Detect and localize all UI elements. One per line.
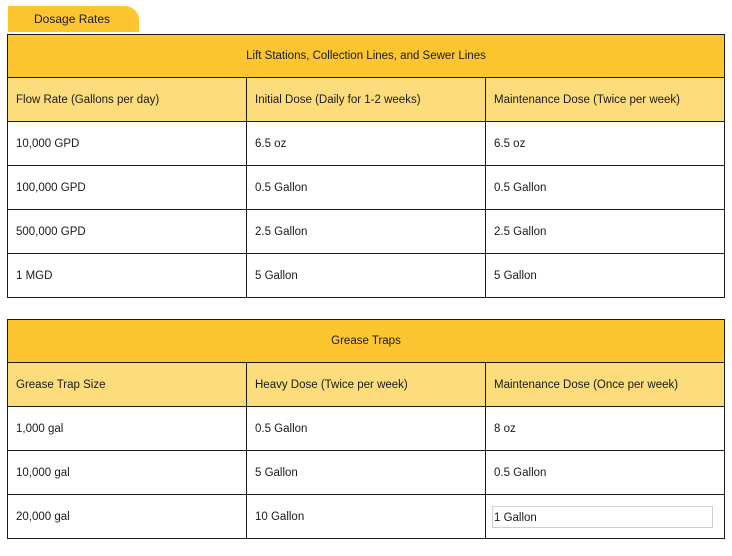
dosage-rates-tab-label: Dosage Rates: [34, 12, 111, 26]
table-cell: 10,000 gal: [8, 451, 247, 495]
table-cell: 500,000 GPD: [8, 210, 247, 254]
table-cell: 10,000 GPD: [8, 122, 247, 166]
table-cell: 5 Gallon: [486, 254, 725, 298]
table-header-row: [8, 363, 725, 407]
table-row: [8, 122, 725, 166]
table-cell: 0.5 Gallon: [247, 166, 486, 210]
table-cell: 10 Gallon: [247, 495, 486, 539]
table-row: [8, 407, 725, 451]
table-row: [8, 451, 725, 495]
lift-stations-table: [7, 34, 725, 298]
table-cell: 8 oz: [486, 407, 725, 451]
table-row: [8, 495, 725, 539]
grease-table-title: Grease Traps: [8, 320, 725, 363]
column-header: Grease Trap Size: [8, 363, 247, 407]
lift-table-title: Lift Stations, Collection Lines, and Sewer Lines: [8, 35, 725, 78]
table-header-row: [8, 78, 725, 122]
table-cell: 6.5 oz: [486, 122, 725, 166]
table-row: [8, 166, 725, 210]
table-cell: 0.5 Gallon: [486, 451, 725, 495]
table-title-row: [8, 320, 725, 363]
table-cell: 2.5 Gallon: [486, 210, 725, 254]
table-cell: 1,000 gal: [8, 407, 247, 451]
grease-traps-table: [7, 319, 725, 539]
table-title-row: [8, 35, 725, 78]
table-cell: 100,000 GPD: [8, 166, 247, 210]
table-cell: 5 Gallon: [247, 254, 486, 298]
table-cell: 0.5 Gallon: [247, 407, 486, 451]
dosage-rates-tab[interactable]: [8, 6, 139, 32]
column-header: Flow Rate (Gallons per day): [8, 78, 247, 122]
editable-cell-input[interactable]: 1 Gallon: [492, 506, 713, 528]
table-cell: 5 Gallon: [247, 451, 486, 495]
table-row: [8, 254, 725, 298]
column-header: Initial Dose (Daily for 1-2 weeks): [247, 78, 486, 122]
table-cell: 1 MGD: [8, 254, 247, 298]
column-header: Heavy Dose (Twice per week): [247, 363, 486, 407]
column-header: Maintenance Dose (Once per week): [486, 363, 725, 407]
table-row: [8, 210, 725, 254]
table-cell: 20,000 gal: [8, 495, 247, 539]
table-cell: 0.5 Gallon: [486, 166, 725, 210]
table-cell: 2.5 Gallon: [247, 210, 486, 254]
table-cell: 6.5 oz: [247, 122, 486, 166]
column-header: Maintenance Dose (Twice per week): [486, 78, 725, 122]
table-cell-editable: [486, 495, 725, 539]
